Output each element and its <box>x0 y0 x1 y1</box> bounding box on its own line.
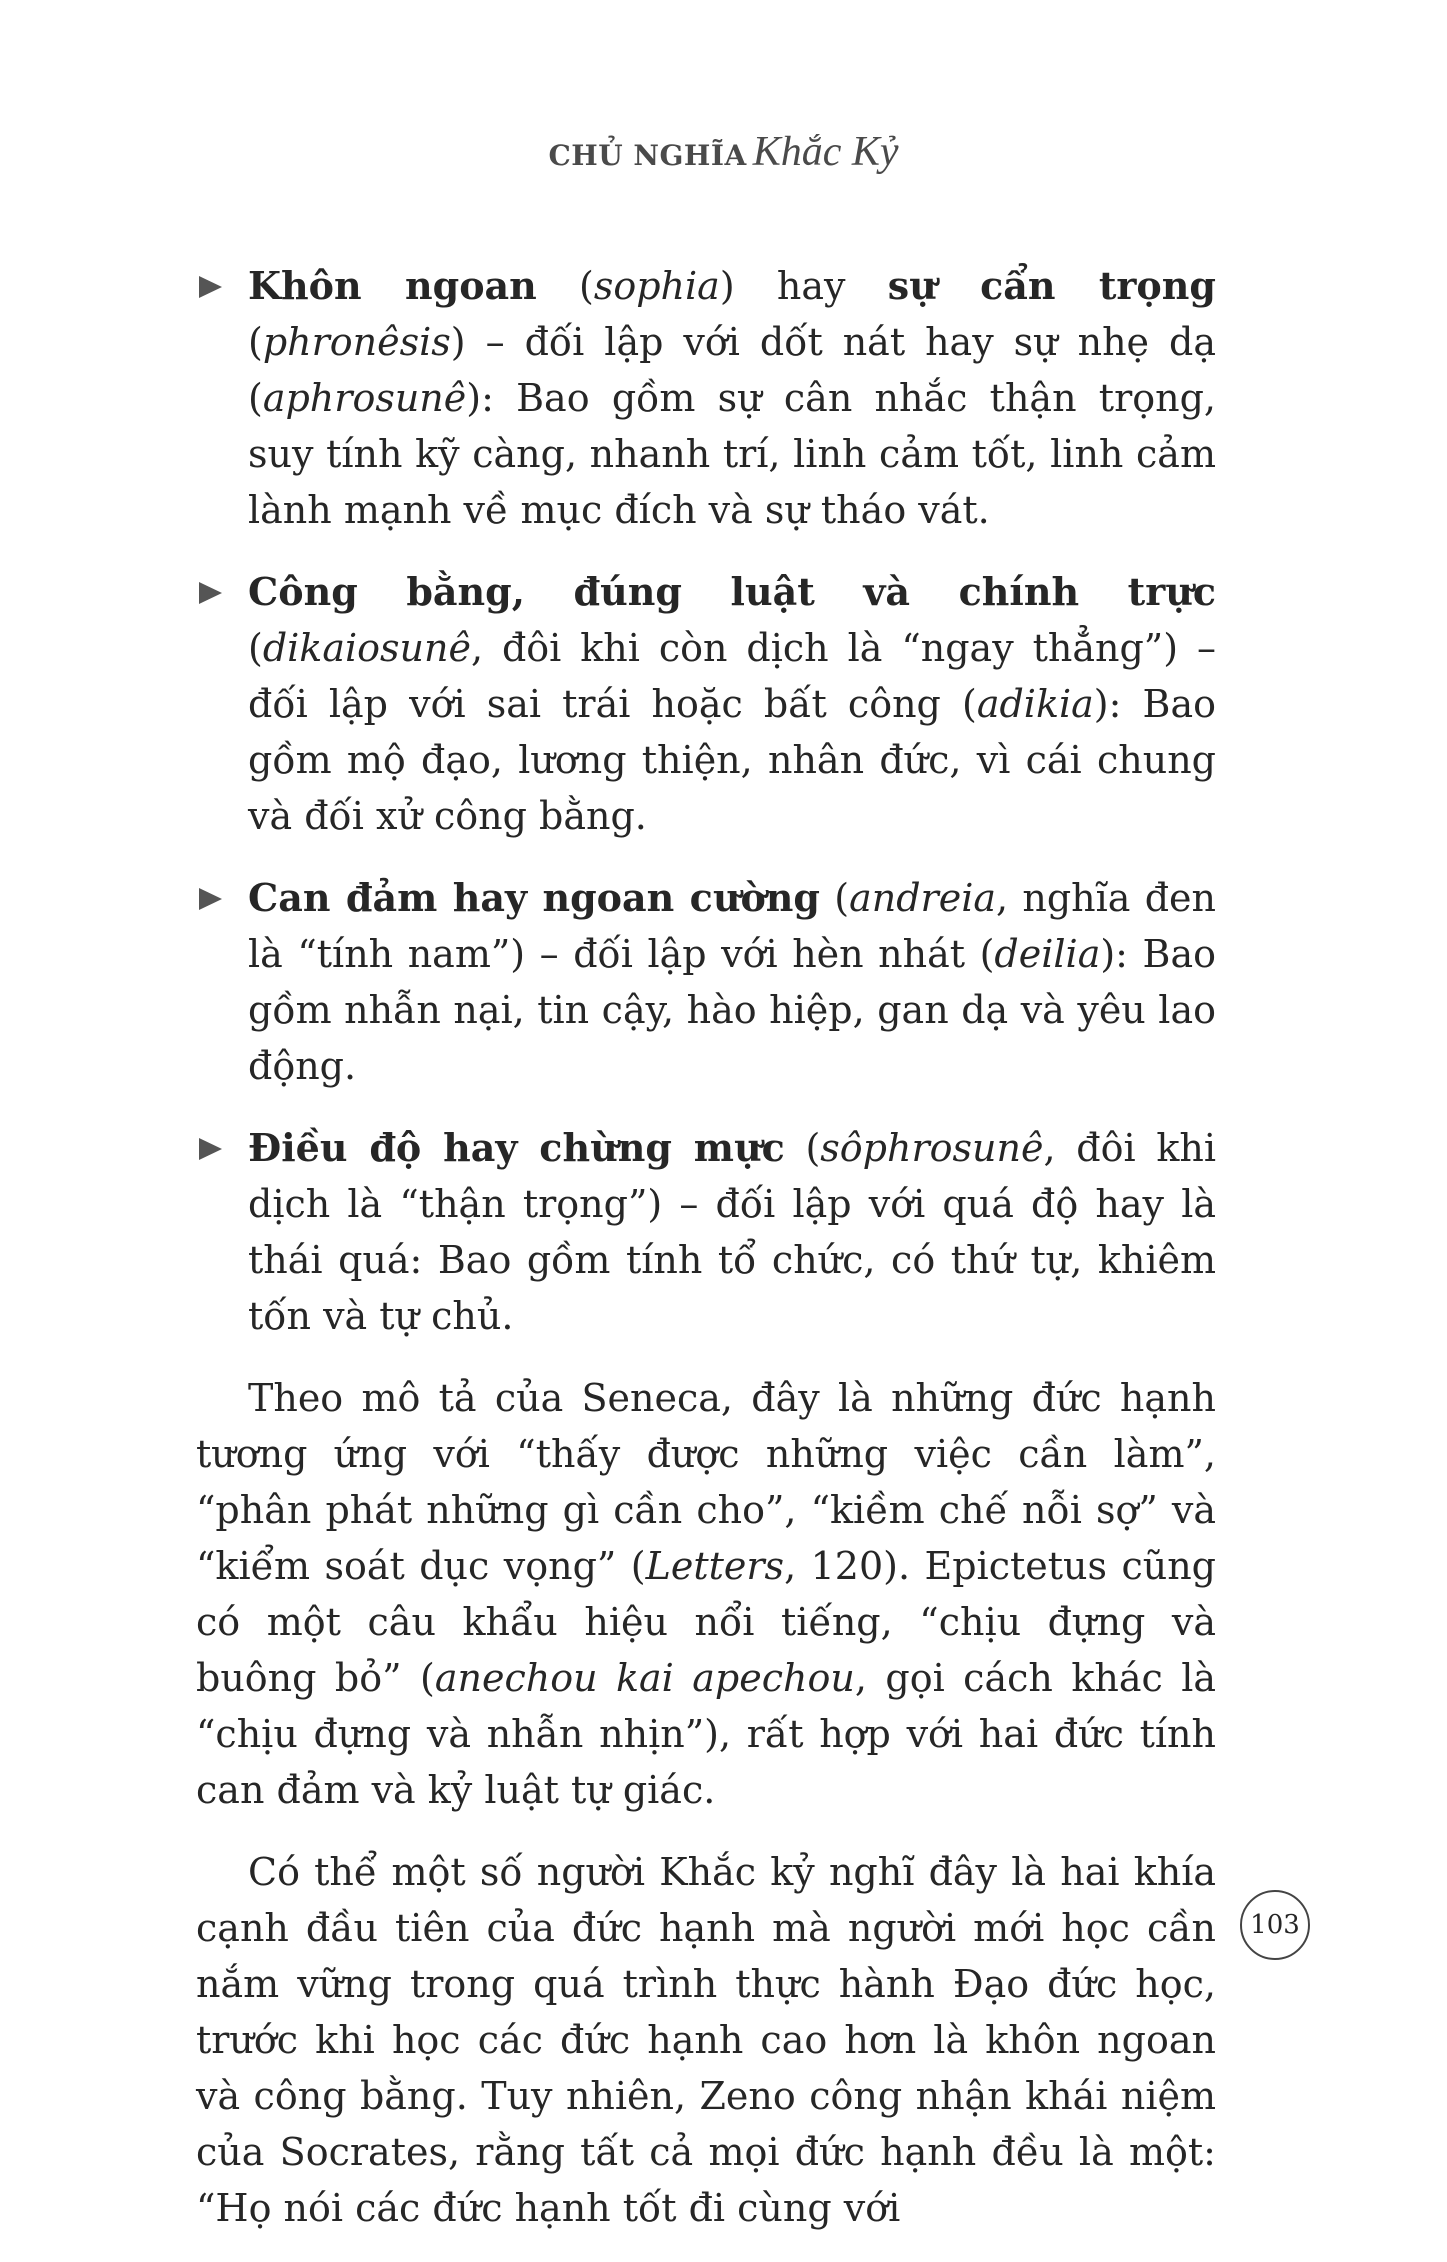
paragraph-text: , 120). Epictetus cũng có một câu khẩu hiệu nổi tiếng, “chịu đựng và buông bỏ” ( <box>196 1544 1217 1700</box>
paragraph-zeno: Có thể một số người Khắc kỷ nghĩ đây là hai khía cạnh đầu tiên của đức hạnh mà người mới học cần nắm vững trong quá trình thực hành Đạo đức học, trước khi học các đức hạnh cao hơn là khôn ngoan và công bằng. Tuy nhiên, Zeno công nhận khái niệm của Socrates, rằng tất cả mọi đức hạnh đều là một: “Họ nói các đức hạnh tốt đi cùng với <box>196 1850 1216 2230</box>
greek-term: aphrosunê <box>262 376 467 420</box>
running-header <box>0 128 1447 176</box>
header-title-part2: Khắc Kỷ <box>752 129 899 175</box>
bullet-text: ): Bao gồm mộ đạo, lương thiện, nhân đức, vì cái chung và đối xử công bằng. <box>248 682 1216 838</box>
paragraph-text: Theo mô tả của Seneca, đây là những đức hạnh tương ứng với “thấy được những việc cần làm”, “phân phát những gì cần cho”, “kiềm chế nỗi sợ” và “kiểm soát dục vọng” ( <box>196 1376 1216 1588</box>
paragraph-text: , gọi cách khác là “chịu đựng và nhẫn nhịn”), rất hợp với hai đức tính can đảm và kỷ luật tự giác. <box>196 1656 1217 1812</box>
triangle-bullet-icon <box>199 276 222 298</box>
conjunction: hay <box>776 264 846 308</box>
greek-term: phronêsis <box>262 320 451 364</box>
term: Khôn ngoan <box>248 263 537 308</box>
triangle-bullet-icon <box>199 1138 222 1160</box>
term: sự cẩn trọng <box>887 263 1216 308</box>
citation-title: Letters <box>645 1544 785 1588</box>
term: Điều độ hay chừng mực <box>248 1125 785 1170</box>
triangle-bullet-icon <box>199 582 222 604</box>
greek-term: sôphrosunê <box>820 1126 1044 1170</box>
greek-term: dikaiosunê <box>262 626 471 670</box>
page-number: 103 <box>1240 1890 1310 1960</box>
bullet-text: – đối lập với dốt nát hay sự nhẹ dạ ( <box>248 320 1216 420</box>
bullet-temperance: Điều độ hay chừng mực (sôphrosunê, đôi khi dịch là “thận trọng”) – đối lập với quá độ hay là thái quá: Bao gồm tính tổ chức, có thứ tự, khiêm tốn và tự chủ. <box>196 1120 1216 1344</box>
term: Can đảm hay ngoan cường <box>248 875 820 920</box>
bullet-text: , nghĩa đen là “tính nam”) – đối lập với hèn nhát ( <box>248 876 1216 976</box>
page-body <box>196 258 1216 2262</box>
greek-term: adikia <box>976 682 1094 726</box>
bullet-text: , đôi khi còn dịch là “ngay thẳng”) – đối lập với sai trái hoặc bất công ( <box>248 626 1216 726</box>
bullet-text: , đôi khi dịch là “thận trọng”) – đối lập với quá độ hay là thái quá: Bao gồm tính tổ chức, có thứ tự, khiêm tốn và tự chủ. <box>248 1126 1216 1338</box>
header-title-part1: CHỦ NGHĨA <box>548 139 747 172</box>
greek-term: deilia <box>994 932 1101 976</box>
bullet-justice: Công bằng, đúng luật và chính trực (dikaiosunê, đôi khi còn dịch là “ngay thẳng”) – đối lập với sai trái hoặc bất công (adikia): Bao gồm mộ đạo, lương thiện, nhân đức, vì cái chung và đối xử công bằng. <box>196 564 1216 844</box>
paragraph-seneca <box>196 1370 1216 1818</box>
greek-term: andreia <box>849 876 997 920</box>
term: Công bằng, đúng luật và chính trực <box>248 569 1216 614</box>
bullet-courage: Can đảm hay ngoan cường (andreia, nghĩa đen là “tính nam”) – đối lập với hèn nhát (deilia): Bao gồm nhẫn nại, tin cậy, hào hiệp, gan dạ và yêu lao động. <box>196 870 1216 1094</box>
bullet-wisdom: Khôn ngoan (sophia) hay sự cẩn trọng (phronêsis) – đối lập với dốt nát hay sự nhẹ dạ (aphrosunê): Bao gồm sự cân nhắc thận trọng, suy tính kỹ càng, nhanh trí, linh cảm tốt, linh cảm lành mạnh về mục đích và sự tháo vát. <box>196 258 1216 538</box>
greek-term: sophia <box>593 264 720 308</box>
bullet-text: ): Bao gồm nhẫn nại, tin cậy, hào hiệp, gan dạ và yêu lao động. <box>248 932 1216 1088</box>
bullet-text: ): Bao gồm sự cân nhắc thận trọng, suy tính kỹ càng, nhanh trí, linh cảm tốt, linh cảm lành mạnh về mục đích và sự tháo vát. <box>248 376 1216 532</box>
greek-term: anechou kai apechou <box>434 1656 855 1700</box>
triangle-bullet-icon <box>199 888 222 910</box>
